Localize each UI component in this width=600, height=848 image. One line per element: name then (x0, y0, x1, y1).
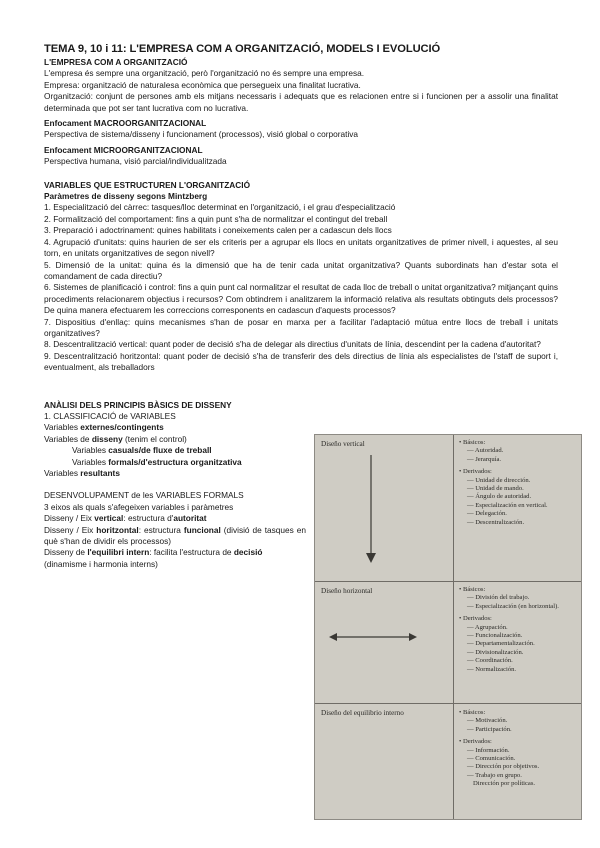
list-item: 5. Dimensió de la unitat: quina és la dimensió que ha de tenir cada unitat organitzativa? Quants subordinats han d'estar sota el comandament de cada directiu? (44, 259, 558, 281)
figure-list: • Básicos: — Autoridad. — Jerarquía. • Derivados: — Unidad de dirección. — Unidad de mando. — Ángulo de autoridad. — Especialización en vertical. — Delegación. — Descentralización. (459, 439, 548, 526)
document-title: TEMA 9, 10 i 11: L'EMPRESA COM A ORGANITZACIÓ, MODELS I EVOLUCIÓ (44, 43, 441, 55)
axis-line: Disseny / Eix vertical: estructura d'autoritat (44, 513, 207, 524)
classification-line: 1. CLASSIFICACIÓ de VARIABLES (44, 410, 176, 421)
section-heading-variables: VARIABLES QUE ESTRUCTUREN L'ORGANITZACIÓ (44, 179, 251, 190)
list-item: 6. Sistemes de planificació i control: fins a quin punt cal normalitzar el resultat de cada lloc de treball o unitat organitzativa? mitjançant quins procediments relacionarem objectius i recursos? Com obtindrem i analitzarem la informació relativa als resultats obtinguts dels processos? De quina manera efectuarem les correccions corresponents en cadascun d'aquests processos? (44, 282, 558, 316)
section-heading-macro: Enfocament MACROORGANITZACIONAL (44, 118, 207, 129)
variable-line: Variables formals/d'estructura organitzativa (72, 456, 242, 467)
figure-row-label: Diseño horizontal (321, 587, 373, 595)
section-heading-micro: Enfocament MICROORGANITZACIONAL (44, 144, 203, 155)
list-item: 9. Descentralització horitzontal: quant poder de decisió s'ha de transferir des dels directius de línia als especialistes de l'staff de suport i, eventualment, als treballadors (44, 350, 558, 373)
design-figure (314, 434, 582, 820)
figure-row-divider (315, 581, 581, 582)
paragraph: Perspectiva de sistema/disseny i funcionament (processos), visió global o corporativa (44, 129, 359, 140)
section-heading-analisi: ANÀLISI DELS PRINCIPIS BÀSICS DE DISSENY (44, 399, 232, 410)
section-heading-empresa: L'EMPRESA COM A ORGANITZACIÓ (44, 57, 188, 67)
figure-divider (453, 435, 454, 819)
variable-line: Variables casuals/de fluxe de treball (72, 445, 212, 456)
list-item: 4. Agrupació d'unitats: quins haurien de ser els criteris per a agrupar els llocs en unitats organitzatives de primer nivell, i aquestes, al seu torn, en unitats organitzatives de segon nivell? (44, 236, 558, 259)
axis-line: Disseny / Eix horitzontal: estructura funcional (divisió de tasques en què s'han de dividir els processos) (44, 524, 307, 547)
variable-line: Variables de disseny (tenim el control) (44, 433, 187, 444)
section-heading-desenvolupament: DESENVOLUPAMENT de les VARIABLES FORMALS (44, 490, 244, 501)
figure-row-label: Diseño del equilibrio interno (321, 709, 404, 717)
list-item: 2. Formalització del comportament: fins a quin punt s'ha de normalitzar el contingut del treball (44, 213, 388, 224)
subheading-mintzberg: Paràmetres de disseny segons Mintzberg (44, 191, 208, 202)
paragraph: Empresa: organització de naturalesa econòmica que persegueix una finalitat lucrativa. (44, 79, 361, 90)
variable-line: Variables resultants (44, 468, 120, 478)
list-item: 3. Preparació i adoctrinament: quines habilitats i coneixements calen per a cadascun dels llocs (44, 225, 392, 236)
horizontal-arrow-icon (329, 631, 417, 643)
list-item: 1. Especialització del càrrec: tasques/lloc determinat en l'organització, i el grau d'especialització (44, 202, 396, 213)
paragraph: Perspectiva humana, visió parcial/individualitzada (44, 156, 227, 167)
figure-list: • Básicos: — Motivación. — Participación. • Derivados: — Información. — Comunicación. — Dirección por objetivos. — Trabajo en grupo. Dirección por políticas. (459, 709, 540, 788)
figure-row-label: Diseño vertical (321, 440, 365, 448)
vertical-arrow-icon (363, 455, 379, 565)
list-item: 7. Dispositius d'enllaç: quins mecanismes s'han de posar en marxa per a facilitar l'adaptació mútua entre llocs de treball i unitats organitzatives? (44, 316, 558, 338)
list-item: 8. Descentralització vertical: quant poder de decisió s'ha de delegar als directius d'unitats de línia, descendint per la cadena d'autoritat? (44, 339, 541, 350)
paragraph: 3 eixos als quals s'afegeixen variables i paràmetres (44, 501, 234, 512)
figure-row-divider (315, 703, 581, 704)
paragraph: Organització: conjunt de persones amb els mitjans necessaris i adequats que es relacionen entre si i funcionen per a assolir una finalitat determinada que pot ser tant lucrativa com no lucrativa. (44, 91, 558, 113)
axis-line: Disseny de l'equilibri intern: facilita l'estructura de decisió (dinamisme i harmonia interns) (44, 547, 263, 569)
left-column (44, 400, 306, 571)
paragraph: L'empresa és sempre una organització, però l'organització no és sempre una empresa. (44, 68, 365, 79)
figure-list: • Básicos: — División del trabajo. — Especialización (en horizontal). • Derivados: — Agrupación. — Funcionalización. — Departamentalización. — Divisionalización. — Coordinación. — Normalización. (459, 586, 559, 673)
variable-line: Variables externes/contingents (44, 422, 164, 433)
